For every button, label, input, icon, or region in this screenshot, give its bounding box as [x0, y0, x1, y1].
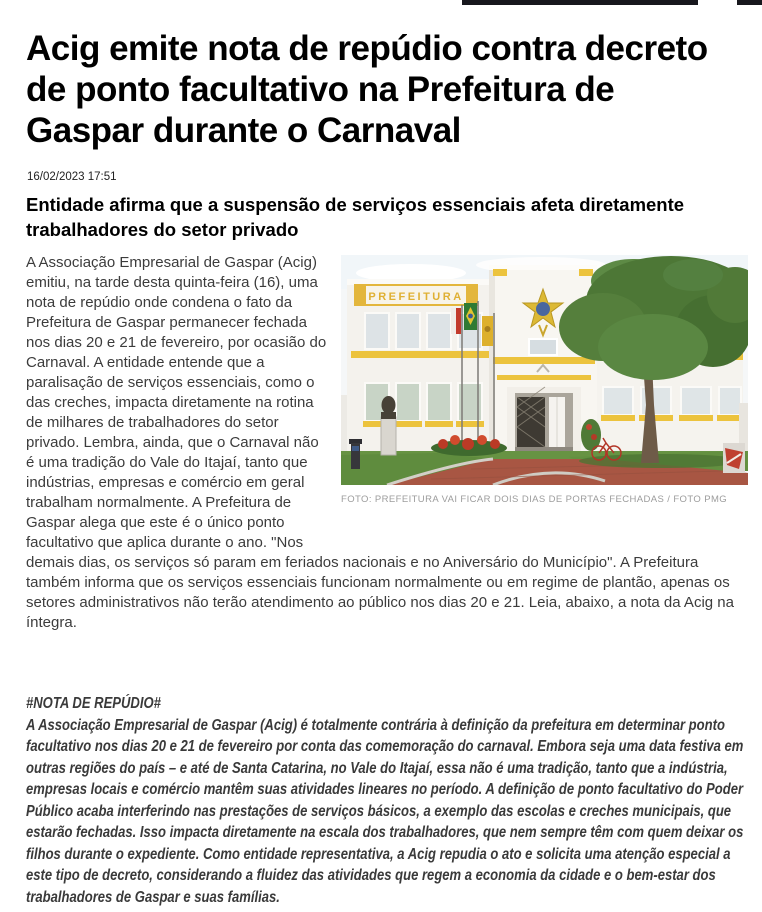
nota-body: A Associação Empresarial de Gaspar (Acig) é totalmente contrária à definição da prefeitura em determinar ponto facultativo nos dias 20 e 21 de fevereiro por conta das comemoração do carnaval. Embora seja uma data festiva em outras regiões do país – e até de Santa Catarina, no Vale do Itajaí, essa não é uma tradição, tanto que a indústria, empresas locais e comércio mantêm suas atividades lineares no período. A definição de ponto facultativo do Poder Público acaba interferindo nas prestações de serviços básicos, a exemplo das escolas e creches municipais, que estarão fechadas. Isso impacta diretamente na escala dos trabalhadores, que nem sempre têm com quem deixar os filhos durante o expediente. Como entidade representativa, a Acig repudia o ato e solicita uma atenção especial a este tipo de decreto, considerando a fluidez das atividades que regem a economia da cidade e o bem-estar dos trabalhadores de Gaspar e suas famílias.	[26, 716, 744, 906]
gaspar-flag	[451, 308, 461, 334]
red-sign	[723, 443, 745, 473]
photo-caption: FOTO: PREFEITURA VAI FICAR DOIS DIAS DE PORTAS FECHADAS / FOTO PMG	[341, 494, 728, 505]
prefeitura-sign: PREFEITURA	[368, 291, 464, 303]
brazil-flag	[464, 303, 477, 330]
top-strip-segment	[462, 0, 698, 5]
article-subtitle: Entidade afirma que a suspensão de serviços essenciais afeta diretamente trabalhadores do setor privado	[26, 194, 685, 240]
page-title: Acig emite nota de repúdio contra decreto de ponto facultativo na Prefeitura de Gaspar durante o Carnaval	[26, 29, 708, 150]
top-strip-segment	[737, 0, 762, 5]
article-timestamp: 16/02/2023 17:51	[27, 171, 117, 183]
nota-de-repudio-section	[26, 693, 748, 908]
yellow-flag	[482, 316, 493, 346]
article-body	[26, 253, 748, 908]
bust-statue	[381, 396, 396, 455]
nota-heading: #NOTA DE REPÚDIO#	[26, 695, 161, 712]
prefeitura-building-image	[341, 255, 748, 485]
article-lead-paragraph: A Associação Empresarial de Gaspar (Acig) emitiu, na tarde desta quinta-feira (16), uma nota de repúdio onde condena o fato da Prefeitura de Gaspar permanecer fechada nos dias 20 e 21 de fevereiro, por ocasião do Carnaval. A entidade entende que a paralisação de serviços essenciais, como o das creches, impacta diretamente na rotina de milhares de trabalhadores do setor privado. Lembra, ainda, que o Carnaval não é uma tradição do Vale do Itajaí, tanto que indústrias, empresas e comércio em geral trabalham normalmente. A Prefeitura de Gaspar alega que este é o único ponto facultativo que aplica durante o ano. "Nos demais dias, os serviços só param em feriados nacionais e no Aniversário do Município". A Prefeitura também informa que os serviços essenciais funcionam normalmente ou em regime de plantão, apenas os setores administrativos não terão atendimento ao público nos dias 20 e 21. Leia, abaixo, a nota da Acig na íntegra.	[26, 254, 734, 631]
article-photo	[341, 255, 748, 510]
